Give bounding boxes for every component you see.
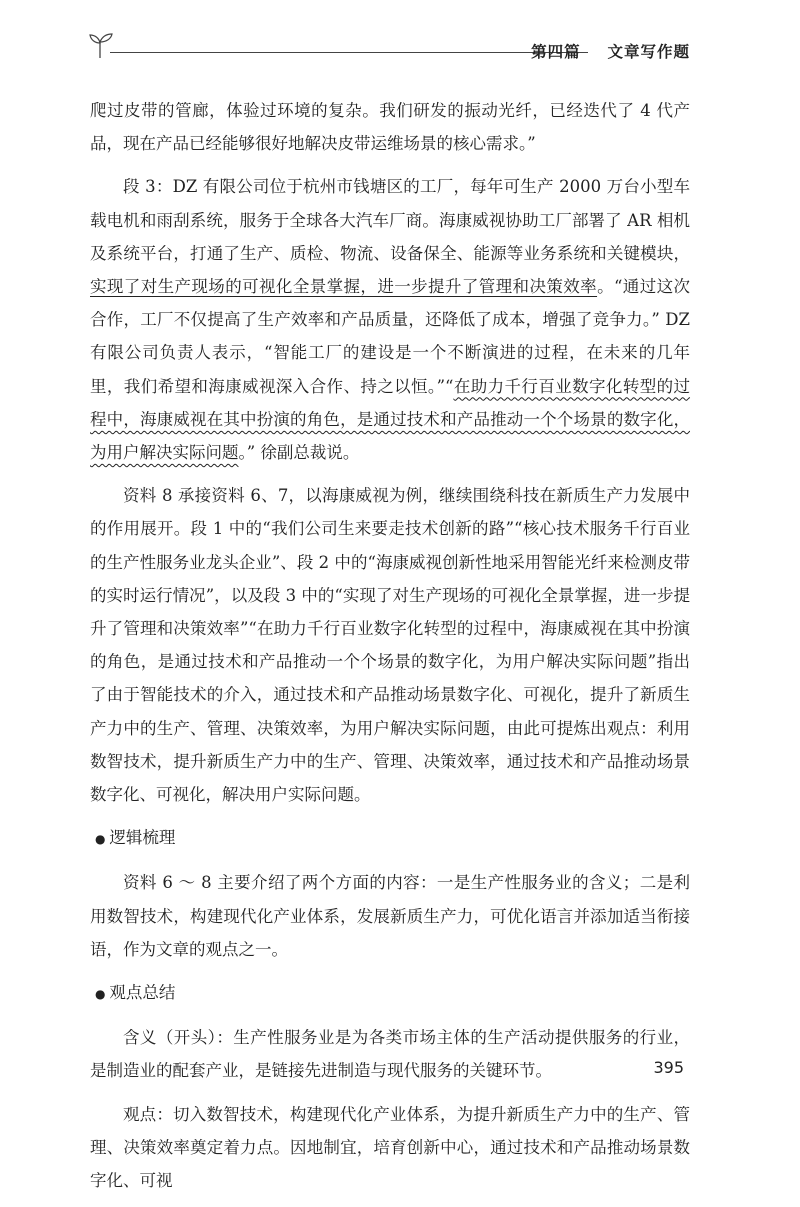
underlined-text: 实现了对生产现场的可视化全景掌握，进一步提升了管理和决策效率	[90, 277, 598, 297]
heading-text: 逻辑梳理	[109, 828, 176, 848]
text-segment: 。“通过这次合作，工厂不仅提高了生产效率和产品质量，还降低了成本，增强了竞争力。” DZ 有限公司负责人表示，“智能工厂的建设是一个不断演进的过程，在未来的几年里，我们希望和海康威视深入合作、持之以恒。”“	[90, 277, 691, 396]
page-body	[90, 94, 690, 1207]
heading-text: 观点总结	[109, 983, 176, 1003]
paragraph-continuation: 爬过皮带的管廊，体验过环境的复杂。我们研发的振动光纤，已经迭代了 4 代产品，现在产品已经能够很好地解决皮带运维场景的核心需求。”	[90, 101, 690, 154]
header-section: 第四篇	[531, 43, 581, 61]
paragraph-logic: 资料 6 ～ 8 主要介绍了两个方面的内容：一是生产性服务业的含义；二是利用数智技术，构建现代化产业体系，发展新质生产力，可优化语言并添加适当衔接语，作为文章的观点之一。	[90, 873, 690, 959]
heading-summary	[90, 976, 690, 1011]
running-header	[88, 30, 708, 70]
paragraph-section-3	[90, 170, 690, 469]
header-chapter-title: 文章写作题	[607, 43, 690, 61]
bullet-icon: ●	[94, 987, 106, 1002]
bullet-icon: ●	[94, 832, 106, 847]
paragraph-viewpoint: 观点：切入数智技术，构建现代化产业体系，为提升新质生产力中的生产、管理、决策效率奠定着力点。因地制宜，培育创新中心，通过技术和产品推动场景数字化、可视	[90, 1104, 690, 1191]
sprout-icon	[88, 30, 114, 60]
heading-logic	[90, 821, 690, 856]
text-segment: 。” 徐副总裁说。	[238, 443, 360, 463]
wavy-underlined-text: 在助力千行百业数字化转型的过程中，海康威视在其中扮演的角色，是通过技术和产品推动一个个场景的数字化，为用户解决实际问题	[90, 376, 691, 463]
paragraph-analysis: 资料 8 承接资料 6、7，以海康威视为例，继续围绕科技在新质生产力发展中的作用展开。段 1 中的“我们公司生来要走技术创新的路”“核心技术服务千行百业的生产性服务业龙头企业”、段 2 中的“海康威视创新性地采用智能光纤来检测皮带的实时运行情况”，以及段 3 中的“实现了对生产现场的可视化全景掌握，进一步提升了管理和决策效率”“在助力千行百业数字化转型的过程中，海康威视在其中扮演的角色，是通过技术和产品推动一个个场景的数字化，为用户解决实际问题”指出了由于智能技术的介入，通过技术和产品推动场景数字化、可视化，提升了新质生产力中的生产、管理、决策效率，为用户解决实际问题，由此可提炼出观点：利用数智技术，提升新质生产力中的生产、管理、决策效率，通过技术和产品推动场景数字化、可视化，解决用户实际问题。	[90, 486, 690, 805]
header-rule	[110, 52, 588, 53]
header-title	[531, 40, 690, 62]
page-number: 395	[653, 1058, 684, 1077]
paragraph-definition: 含义（开头）：生产性服务业是为各类市场主体的生产活动提供服务的行业，是制造业的配套产业，是链接先进制造与现代服务的关键环节。	[90, 1028, 690, 1081]
text-segment: 段 3：DZ 有限公司位于杭州市钱塘区的工厂，每年可生产 2000 万台小型车载电机和雨刮系统，服务于全球各大汽车厂商。海康威视协助工厂部署了 AR 相机及系统平台，打通了生产、质检、物流、设备保全、能源等业务系统和关键模块，	[90, 177, 690, 263]
